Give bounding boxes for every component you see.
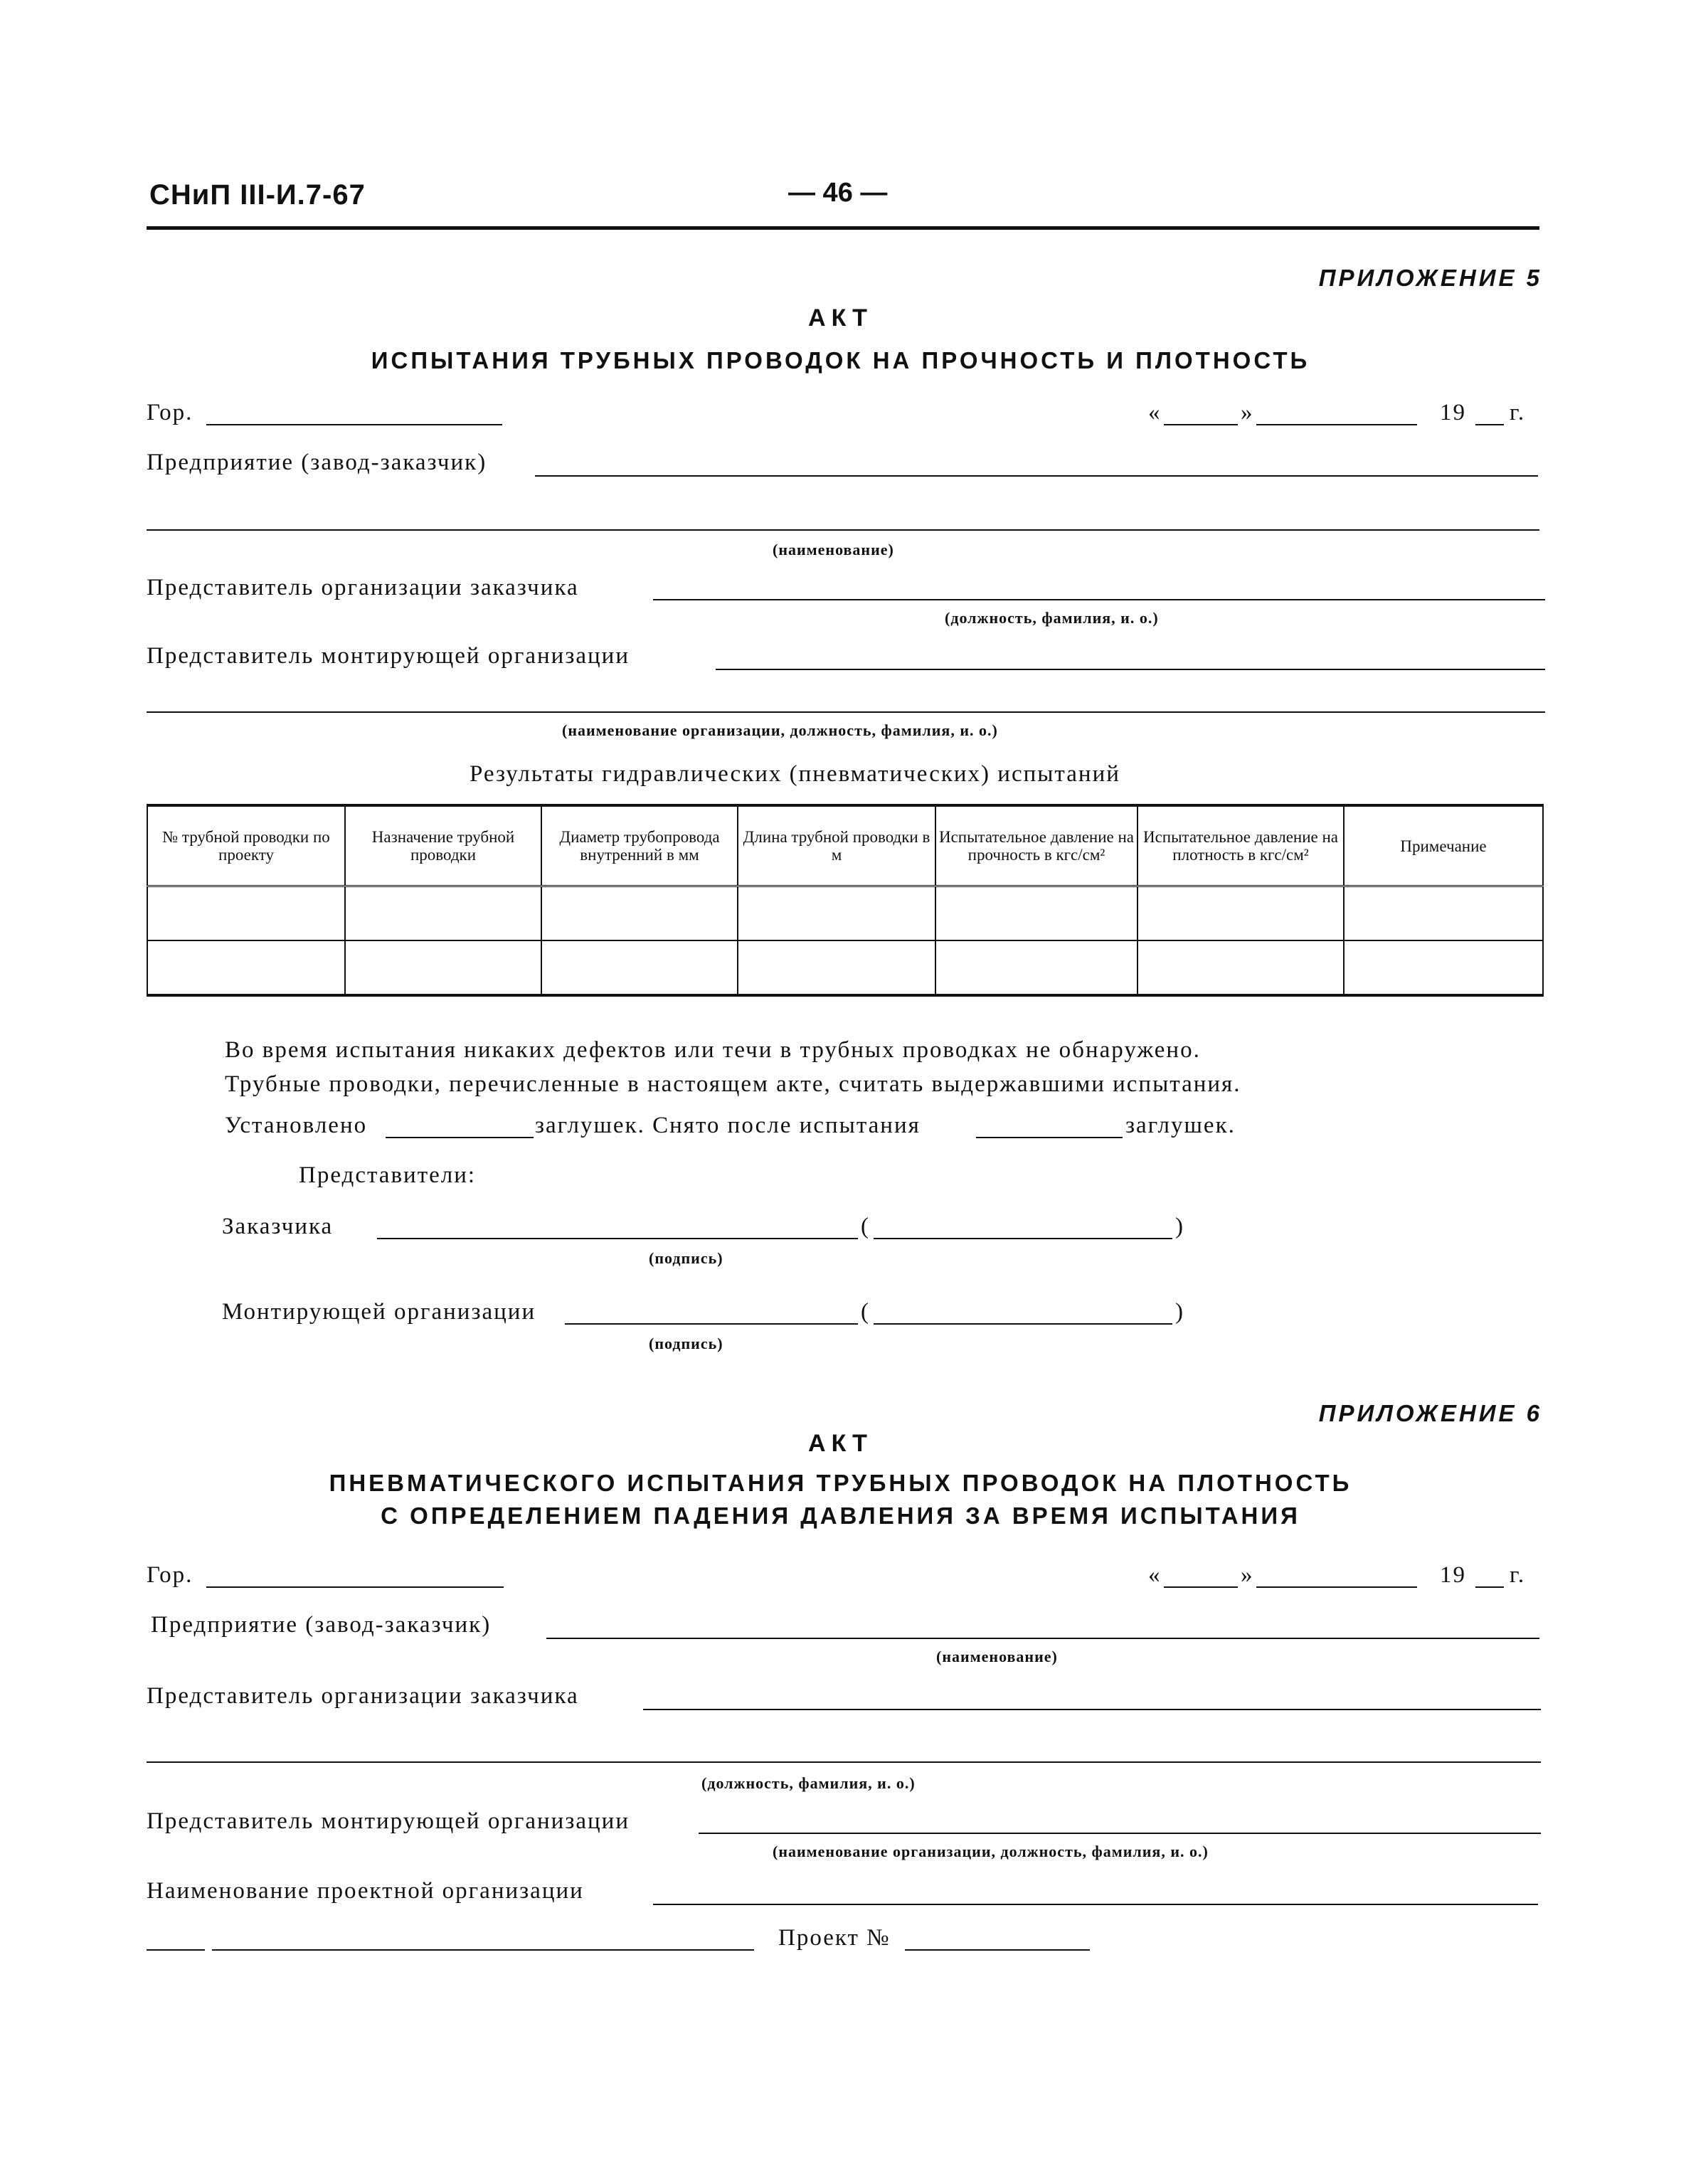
installer-rep-caption: (наименование организации, должность, фамилия, и. о.) [773, 1843, 1209, 1860]
table-cell[interactable] [935, 886, 1138, 941]
customer-signature-caption: (подпись) [649, 1249, 723, 1267]
paren-close: ) [1175, 1214, 1184, 1239]
customer-rep-field-line-2[interactable] [147, 1761, 1541, 1763]
date-day-field[interactable] [1164, 424, 1238, 425]
table-cell[interactable] [1344, 940, 1543, 995]
plugs-removed-field[interactable] [976, 1137, 1123, 1138]
customer-rep-caption: (должность, фамилия, и. о.) [701, 1774, 916, 1792]
city-label: Гор. [147, 1562, 193, 1588]
enterprise-label: Предприятие (завод-заказчик) [147, 450, 487, 475]
col-header-strength-pressure: Испытательное давление на прочность в кгс/см² [935, 805, 1138, 886]
paren-close: ) [1175, 1299, 1184, 1325]
col-header-density-pressure: Испытательное давление на плотность в кгс/см² [1138, 805, 1344, 886]
city-label: Гор. [147, 400, 193, 425]
statement-no-defects: Во время испытания никаких дефектов или течи в трубных проводках не обнаружено. [225, 1037, 1201, 1063]
table-cell[interactable] [541, 940, 738, 995]
col-header-diameter: Диаметр трубопровода внутренний в мм [541, 805, 738, 886]
date-open-quote: « [1148, 1562, 1162, 1588]
date-month-field[interactable] [1256, 424, 1417, 425]
date-close-quote: » [1241, 1562, 1254, 1588]
year-field[interactable] [1475, 424, 1504, 425]
date-day-field[interactable] [1164, 1586, 1238, 1588]
table-header-row [147, 805, 1543, 886]
table-cell[interactable] [345, 940, 541, 995]
paren-open: ( [861, 1214, 870, 1239]
installer-sign-label: Монтирующей организации [222, 1299, 536, 1325]
appendix-5-label: ПРИЛОЖЕНИЕ 5 [1318, 265, 1542, 291]
enterprise-caption: (наименование) [936, 1648, 1058, 1665]
enterprise-caption: (наименование) [773, 541, 894, 558]
installer-rep-field[interactable] [716, 669, 1545, 670]
representatives-heading: Представители: [299, 1162, 477, 1188]
customer-name-field[interactable] [874, 1238, 1172, 1239]
installer-rep-label: Представитель монтирующей организации [147, 643, 630, 669]
customer-rep-label: Представитель организации заказчика [147, 1683, 579, 1709]
act-6-subtitle-line-2: С ОПРЕДЕЛЕНИЕМ ПАДЕНИЯ ДАВЛЕНИЯ ЗА ВРЕМЯ ИСПЫТАНИЯ [381, 1502, 1300, 1529]
paren-open: ( [861, 1299, 870, 1325]
plugs-installed-field[interactable] [386, 1137, 534, 1138]
table-cell[interactable] [541, 886, 738, 941]
table-cell[interactable] [1344, 886, 1543, 941]
city-field[interactable] [206, 1586, 504, 1588]
year-suffix: г. [1510, 1562, 1526, 1588]
installer-rep-field[interactable] [699, 1833, 1541, 1834]
year-field[interactable] [1475, 1586, 1504, 1588]
customer-signature-field[interactable] [377, 1238, 858, 1239]
statement-passed: Трубные проводки, перечисленные в настоящем акте, считать выдержавшими испытания. [225, 1071, 1241, 1097]
enterprise-field-line-2[interactable] [147, 529, 1539, 531]
plugs-installed-label: Установлено [225, 1113, 368, 1138]
table-row [147, 886, 1543, 941]
enterprise-field[interactable] [535, 475, 1538, 477]
act-5-subtitle: ИСПЫТАНИЯ ТРУБНЫХ ПРОВОДОК НА ПРОЧНОСТЬ И ПЛОТНОСТЬ [371, 347, 1310, 373]
table-cell[interactable] [1138, 940, 1344, 995]
design-org-field[interactable] [653, 1904, 1538, 1905]
col-header-note: Примечание [1344, 805, 1543, 886]
date-month-field[interactable] [1256, 1586, 1417, 1588]
plugs-removed-label: заглушек. Снято после испытания [535, 1113, 921, 1138]
table-cell[interactable] [1138, 886, 1344, 941]
table-cell[interactable] [738, 886, 935, 941]
year-prefix: 19 [1440, 1562, 1466, 1588]
project-number-field[interactable] [905, 1949, 1090, 1951]
customer-rep-field[interactable] [643, 1709, 1541, 1710]
act-6-subtitle-line-1: ПНЕВМАТИЧЕСКОГО ИСПЫТАНИЯ ТРУБНЫХ ПРОВОДОК НА ПЛОТНОСТЬ [329, 1470, 1352, 1496]
design-org-field-line-2a[interactable] [147, 1949, 205, 1951]
table-cell[interactable] [738, 940, 935, 995]
customer-rep-label: Представитель организации заказчика [147, 575, 579, 600]
installer-rep-label: Представитель монтирующей организации [147, 1808, 630, 1834]
table-cell[interactable] [147, 886, 345, 941]
page-number: — 46 — [788, 178, 888, 208]
year-prefix: 19 [1440, 400, 1466, 425]
header-rule [147, 226, 1539, 230]
city-field[interactable] [206, 424, 502, 425]
col-header-length: Длина трубной проводки в м [738, 805, 935, 886]
project-number-label: Проект № [778, 1925, 891, 1951]
customer-rep-field[interactable] [653, 599, 1545, 600]
results-table [147, 804, 1544, 997]
design-org-label: Наименование проектной организации [147, 1878, 584, 1904]
plugs-word: заглушек. [1125, 1113, 1236, 1138]
installer-name-field[interactable] [874, 1323, 1172, 1325]
year-suffix: г. [1510, 400, 1526, 425]
col-header-pipe-number: № трубной проводки по проекту [147, 805, 345, 886]
appendix-6-label: ПРИЛОЖЕНИЕ 6 [1318, 1400, 1542, 1426]
table-cell[interactable] [147, 940, 345, 995]
document-code: СНиП III-И.7-67 [149, 179, 366, 211]
date-open-quote: « [1148, 400, 1162, 425]
date-close-quote: » [1241, 400, 1254, 425]
table-cell[interactable] [935, 940, 1138, 995]
col-header-purpose: Назначение трубной проводки [345, 805, 541, 886]
installer-rep-caption: (наименование организации, должность, фамилия, и. о.) [562, 721, 998, 739]
design-org-field-line-2b[interactable] [212, 1949, 754, 1951]
enterprise-label: Предприятие (завод-заказчик) [151, 1612, 492, 1638]
table-cell[interactable] [345, 886, 541, 941]
customer-rep-caption: (должность, фамилия, и. о.) [945, 609, 1159, 627]
customer-sign-label: Заказчика [222, 1214, 334, 1239]
installer-signature-caption: (подпись) [649, 1335, 723, 1352]
act-5-title: АКТ [808, 304, 873, 332]
installer-rep-field-line-2[interactable] [147, 711, 1545, 713]
table-row [147, 940, 1543, 995]
enterprise-field[interactable] [546, 1638, 1539, 1639]
results-table-title: Результаты гидравлических (пневматических) испытаний [470, 761, 1120, 787]
act-6-title: АКТ [808, 1430, 873, 1457]
installer-signature-field[interactable] [565, 1323, 858, 1325]
